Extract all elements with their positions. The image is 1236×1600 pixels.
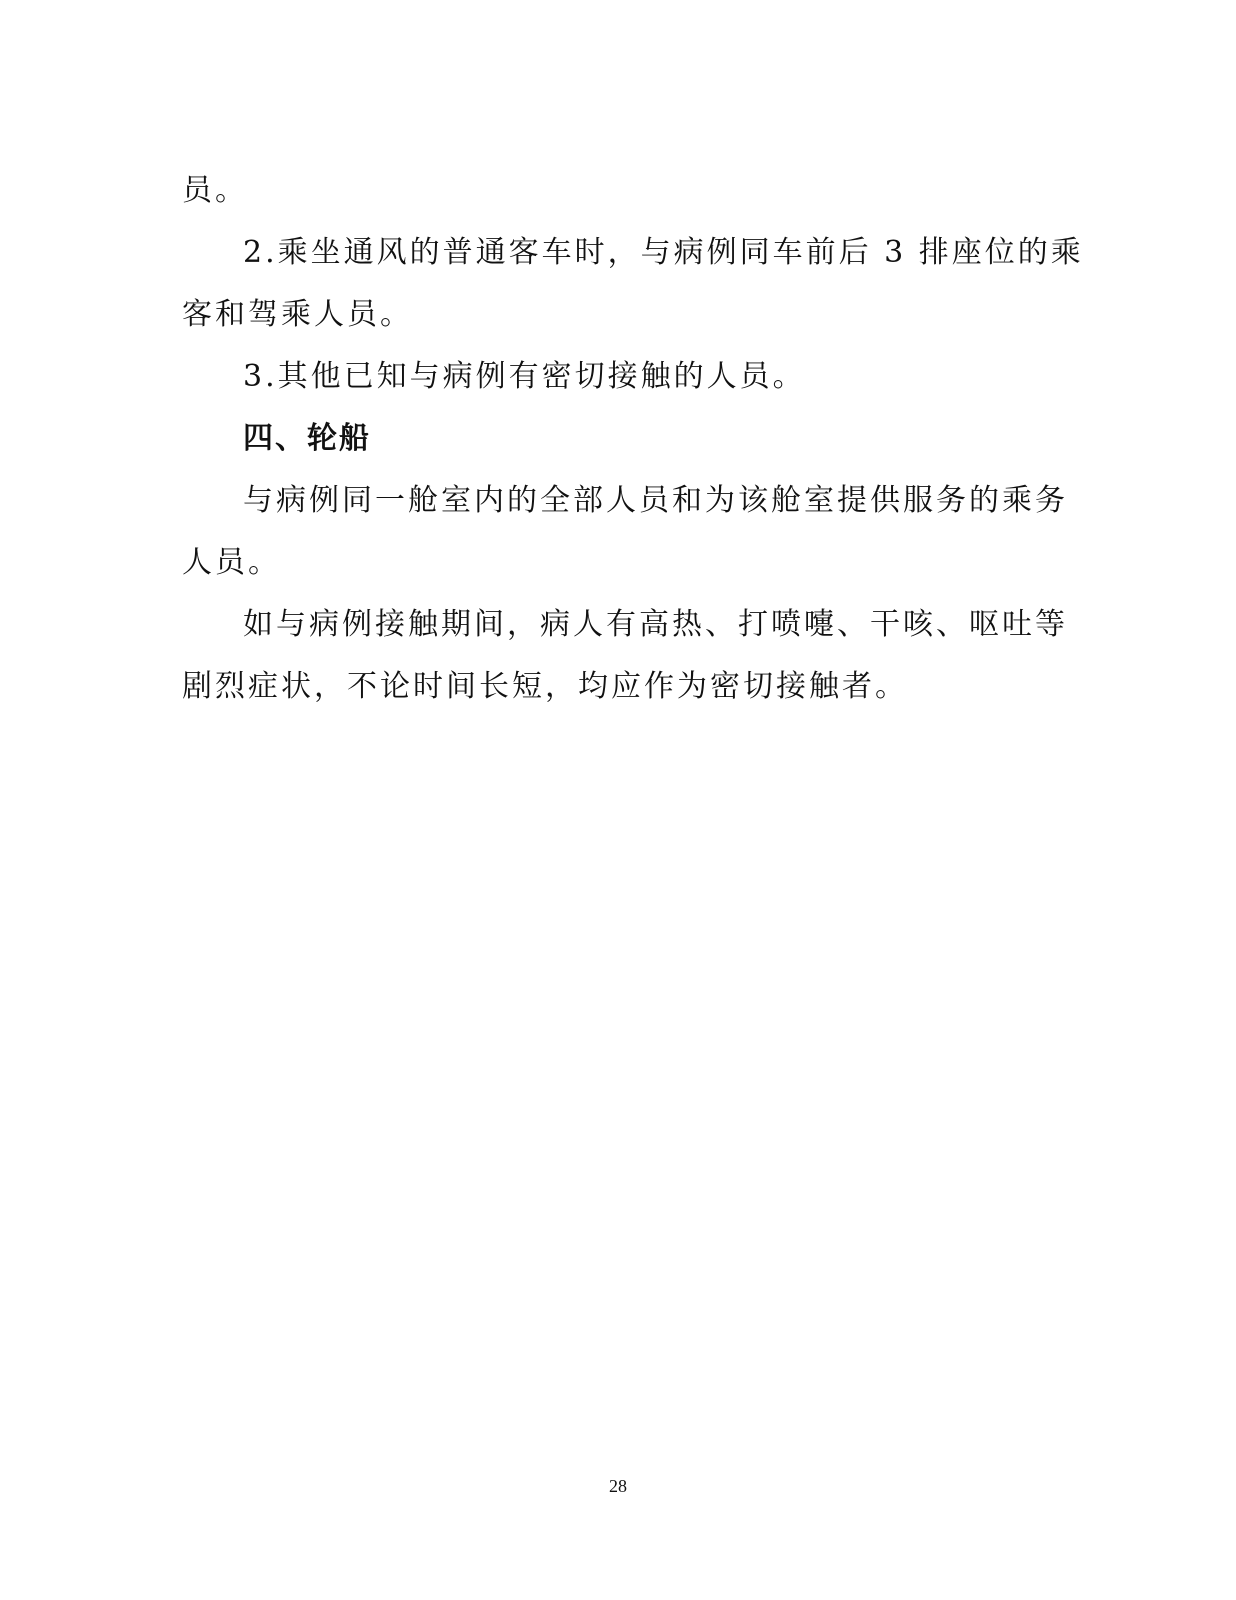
text-line: 如与病例接触期间，病人有高热、打喷嚏、干咳、呕吐等 [243, 607, 1068, 642]
body-text [182, 160, 1084, 718]
text-line: 3.其他已知与病例有密切接触的人员。 [243, 359, 806, 394]
text-line: 剧烈症状，不论时间长短，均应作为密切接触者。 [182, 669, 908, 704]
text-line: 员。 [182, 173, 248, 208]
page-number: 28 [609, 1476, 627, 1496]
text-line: 客和驾乘人员。 [182, 297, 413, 332]
text-line: 与病例同一舱室内的全部人员和为该舱室提供服务的乘务 [243, 483, 1068, 518]
text-line: 2.乘坐通风的普通客车时，与病例同车前后 3 排座位的乘 [243, 235, 1084, 270]
section-heading: 四、轮船 [243, 421, 371, 456]
text-line: 人员。 [182, 545, 281, 580]
